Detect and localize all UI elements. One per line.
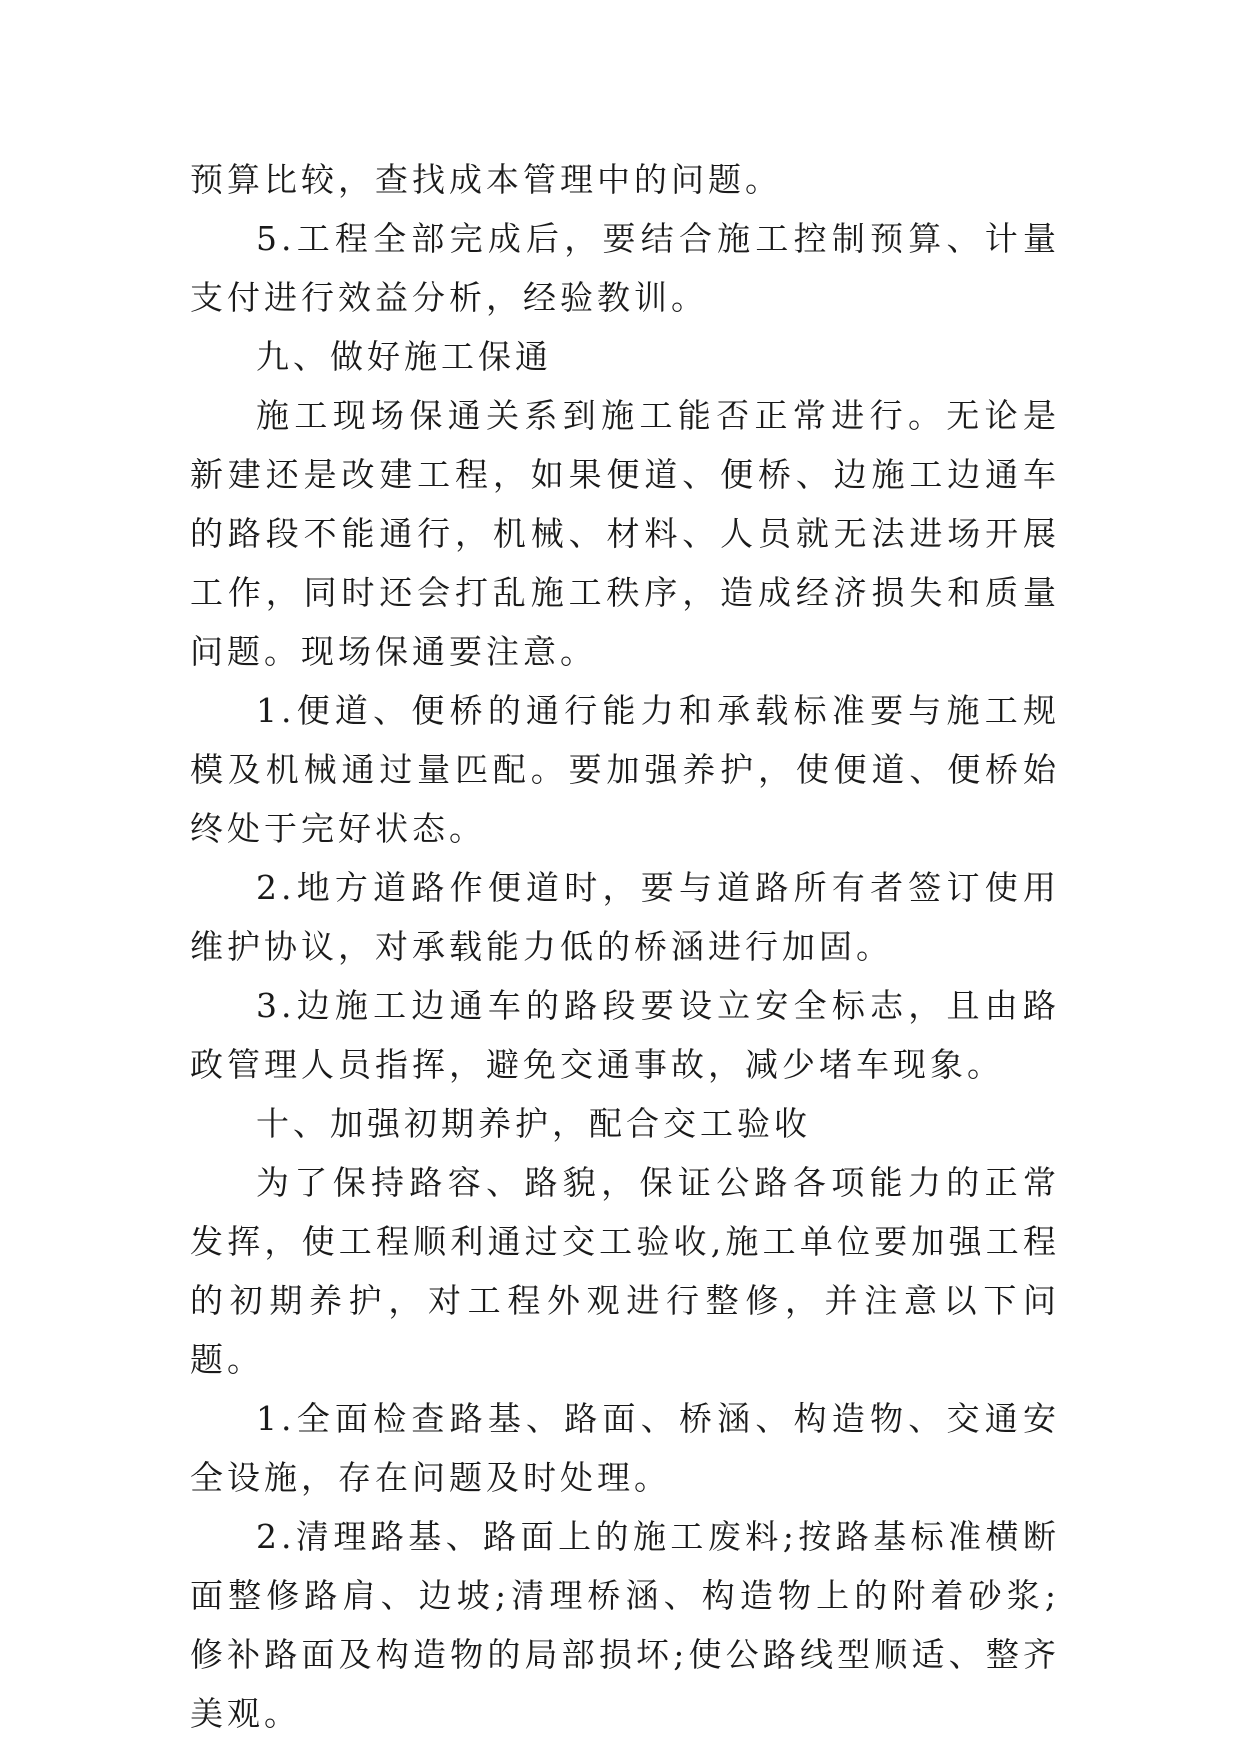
paragraph-item-1-temporary-road: 1.便道、便桥的通行能力和承载标准要与施工规模及机械通过量匹配。要加强养护，使便道、便桥始终处于完好状态。	[190, 691, 1060, 848]
section-heading-10: 十、加强初期养护，配合交工验收	[256, 1104, 811, 1143]
section-heading-9: 九、做好施工保通	[256, 337, 552, 376]
paragraph-item-5: 5.工程全部完成后，要结合施工控制预算、计量支付进行效益分析，经验教训。	[190, 219, 1060, 317]
paragraph-item-1-inspection: 1.全面检查路基、路面、桥涵、构造物、交通安全设施，存在问题及时处理。	[190, 1399, 1060, 1497]
document-page	[190, 150, 1060, 1743]
paragraph-item-2-local-road: 2.地方道路作便道时，要与道路所有者签订使用维护协议，对承载能力低的桥涵进行加固。	[190, 868, 1060, 966]
paragraph-budget-comparison: 预算比较，查找成本管理中的问题。	[190, 160, 782, 199]
paragraph-item-3-safety-signs: 3.边施工边通车的路段要设立安全标志，且由路政管理人员指挥，避免交通事故，减少堵车现象。	[190, 986, 1060, 1084]
paragraph-traffic-maintenance: 施工现场保通关系到施工能否正常进行。无论是新建还是改建工程，如果便道、便桥、边施工边通车的路段不能通行，机械、材料、人员就无法进场开展工作，同时还会打乱施工秩序，造成经济损失和质量问题。现场保通要注意。	[190, 396, 1060, 671]
paragraph-item-2-cleanup: 2.清理路基、路面上的施工废料;按路基标准横断面整修路肩、边坡;清理桥涵、构造物上的附着砂浆;修补路面及构造物的局部损坏;使公路线型顺适、整齐美观。	[190, 1517, 1060, 1733]
paragraph-initial-maintenance: 为了保持路容、路貌，保证公路各项能力的正常发挥，使工程顺利通过交工验收,施工单位要加强工程的初期养护，对工程外观进行整修，并注意以下问题。	[190, 1163, 1060, 1379]
